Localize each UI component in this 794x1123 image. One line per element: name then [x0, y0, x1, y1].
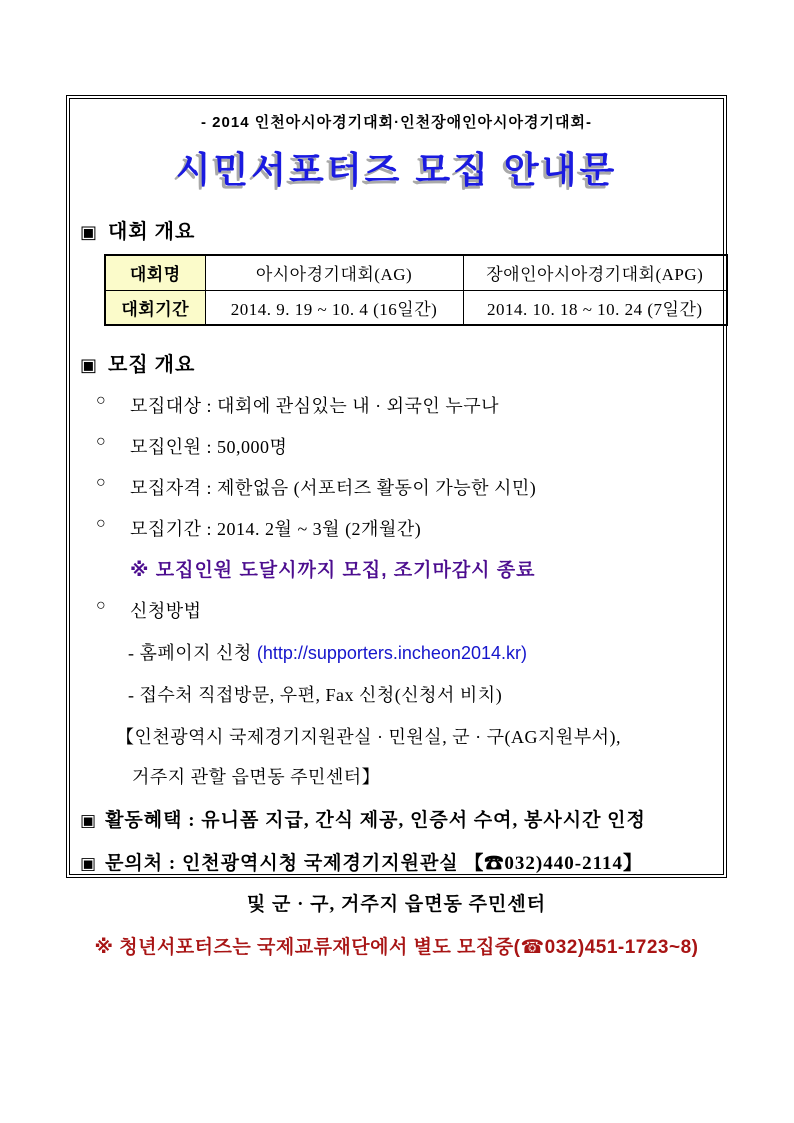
contact-line2: 및 군 · 구, 거주지 읍면동 주민센터 [246, 894, 547, 915]
reception-locations-line1: 【인천광역시 국제경기지원관실 · 민원실, 군 · 구(AG지원부서), [116, 727, 622, 747]
recruit-target-text: 모집대상 : 대회에 관심있는 내 · 외국인 누구나 [130, 396, 499, 416]
circle-bullet-icon: ○ [96, 515, 107, 532]
list-item [96, 474, 713, 500]
square-bullet-icon: ▣ [80, 854, 98, 873]
square-bullet-icon: ▣ [80, 811, 98, 830]
apply-method-homepage [128, 639, 713, 665]
section-overview-title: 대회 개요 [108, 221, 196, 243]
square-bullet-icon: ▣ [80, 222, 99, 242]
list-item [96, 392, 713, 418]
list-item [96, 433, 713, 459]
youth-supporters-footnote: ※ 청년서포터즈는 국제교류재단에서 별도 모집중(☎032)451-1723~8) [94, 937, 699, 958]
circle-bullet-icon: ○ [96, 597, 107, 614]
benefits-text: 활동혜택 : 유니폼 지급, 간식 제공, 인증서 수여, 봉사시간 인정 [105, 810, 646, 831]
doc-subtitle: - 2014 인천아시아경기대회·인천장애인아시아경기대회- [201, 114, 592, 131]
recruit-period-text: 모집기간 : 2014. 2월 ~ 3월 (2개월간) [130, 519, 422, 539]
circle-bullet-icon: ○ [96, 392, 107, 409]
square-bullet-icon: ▣ [80, 355, 99, 375]
cell-apg-period: 2014. 10. 18 ~ 10. 24 (7일간) [463, 290, 727, 325]
cell-ag-name: 아시아경기대회(AG) [205, 255, 463, 290]
table-row [105, 255, 727, 290]
recruit-qualification-text: 모집자격 : 제한없음 (서포터즈 활동이 가능한 시민) [130, 478, 537, 498]
apply-homepage-prefix: - 홈페이지 신청 [128, 643, 257, 663]
reception-locations-line2: 거주지 관할 읍면동 주민센터】 [132, 767, 381, 787]
early-close-note: ※ 모집인원 도달시까지 모집, 조기마감시 종료 [130, 560, 536, 581]
cell-row-label: 대회명 [105, 255, 205, 290]
contact-text: 문의처 : 인천광역시청 국제경기지원관실 【☎032)440-2114】 [105, 853, 644, 874]
cell-row-label: 대회기간 [105, 290, 205, 325]
circle-bullet-icon: ○ [96, 474, 107, 491]
apply-method-visit: - 접수처 직접방문, 우편, Fax 신청(신청서 비치) [128, 685, 503, 705]
benefits-line [80, 805, 713, 832]
list-item [96, 515, 713, 541]
section-recruit-header [80, 348, 713, 377]
cell-ag-period: 2014. 9. 19 ~ 10. 4 (16일간) [205, 290, 463, 325]
contact-line1 [80, 848, 713, 875]
section-overview-header [80, 215, 713, 244]
list-item [96, 597, 713, 623]
notice-border [66, 95, 727, 958]
circle-bullet-icon: ○ [96, 433, 107, 450]
table-row [105, 290, 727, 325]
recruit-headcount-text: 모집인원 : 50,000명 [130, 437, 288, 457]
supporters-url-link[interactable]: (http://supporters.incheon2014.kr) [256, 643, 527, 663]
notice-body [69, 98, 724, 958]
cell-apg-name: 장애인아시아경기대회(APG) [463, 255, 727, 290]
overview-table [104, 254, 728, 326]
section-recruit-title: 모집 개요 [108, 354, 196, 376]
apply-method-label: 신청방법 [130, 601, 202, 621]
doc-title: 시민서포터즈 모집 안내문 [175, 149, 618, 190]
